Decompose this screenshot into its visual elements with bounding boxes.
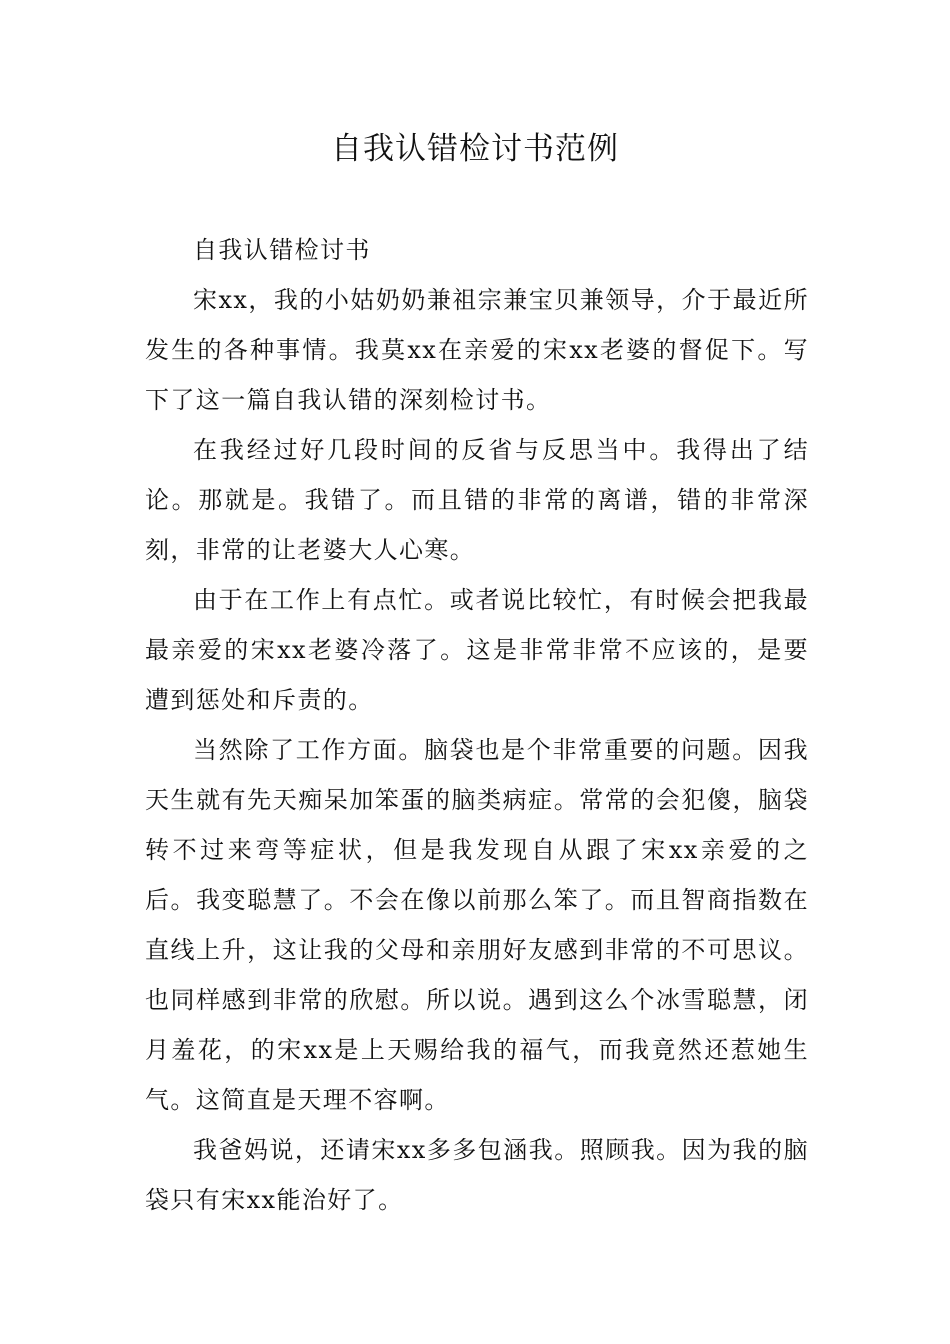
document-body	[145, 225, 809, 1225]
paragraph: 我爸妈说，还请宋xx多多包涵我。照顾我。因为我的脑袋只有宋xx能治好了。	[145, 1136, 809, 1214]
paragraph-heading: 自我认错检讨书	[193, 236, 371, 264]
paragraph: 在我经过好几段时间的反省与反思当中。我得出了结论。那就是。我错了。而且错的非常的离谱，错的非常深刻，非常的让老婆大人心寒。	[145, 436, 809, 564]
paragraph: 当然除了工作方面。脑袋也是个非常重要的问题。因我天生就有先天痴呆加笨蛋的脑类病症。常常的会犯傻，脑袋转不过来弯等症状，但是我发现自从跟了宋xx亲爱的之后。我变聪慧了。不会在像以前那么笨了。而且智商指数在直线上升，这让我的父母和亲朋好友感到非常的不可思议。也同样感到非常的欣慰。所以说。遇到这么个冰雪聪慧，闭月羞花，的宋xx是上天赐给我的福气，而我竟然还惹她生气。这简直是天理不容啊。	[145, 736, 809, 1114]
paragraph: 由于在工作上有点忙。或者说比较忙，有时候会把我最最亲爱的宋xx老婆冷落了。这是非常非常不应该的，是要遭到惩处和斥责的。	[145, 586, 809, 714]
document-title: 自我认错检讨书范例	[331, 131, 619, 167]
paragraph: 宋xx，我的小姑奶奶兼祖宗兼宝贝兼领导，介于最近所发生的各种事情。我莫xx在亲爱的宋xx老婆的督促下。写下了这一篇自我认错的深刻检讨书。	[145, 286, 809, 414]
